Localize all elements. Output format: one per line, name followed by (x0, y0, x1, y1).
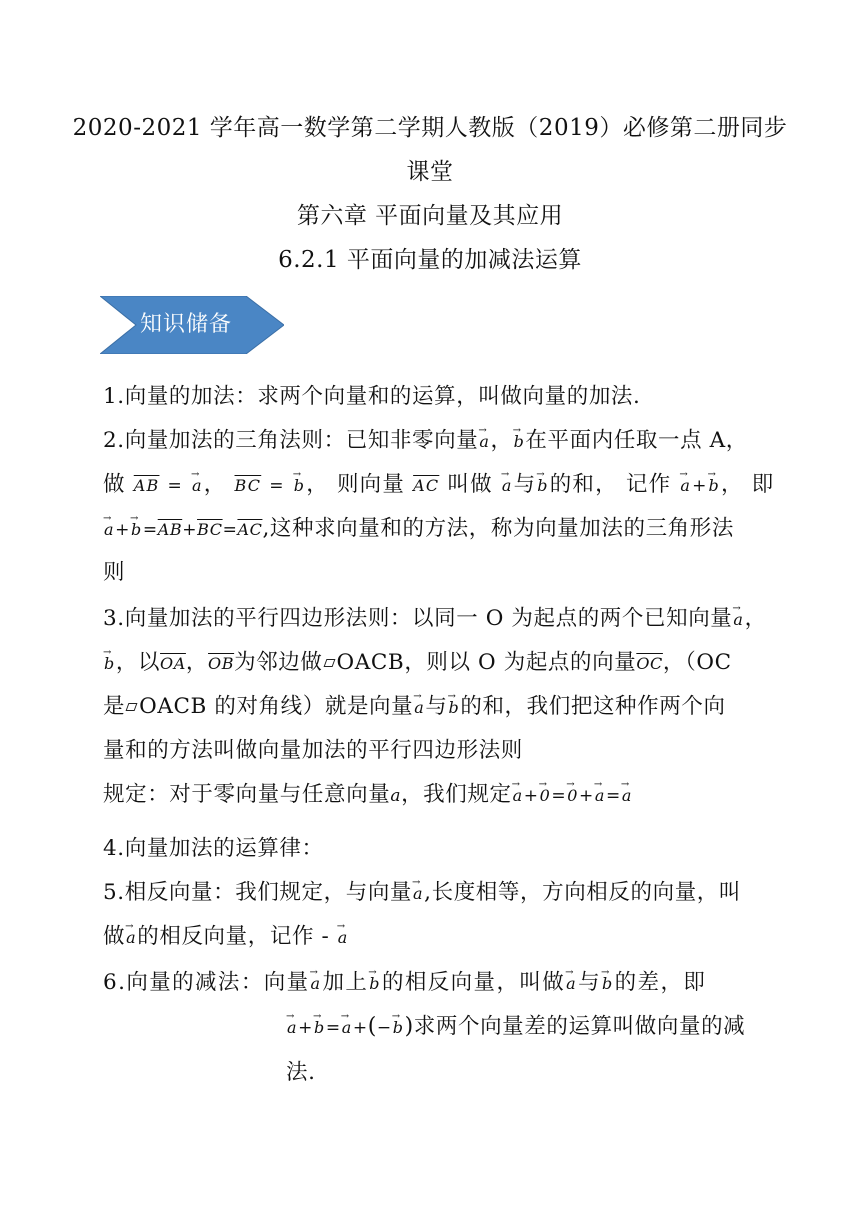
vector-BC: $\overline{BC}$ (234, 476, 262, 495)
symbol-a: a (390, 786, 402, 806)
comma: ， (185, 650, 209, 675)
item-5-line-1 (103, 878, 741, 909)
document-title-line2: 课堂 (406, 159, 454, 185)
vector-a: → a (103, 515, 115, 545)
plus: + (523, 786, 539, 806)
item-2-text-and: 与 (513, 472, 537, 497)
vector-b: → b (448, 693, 461, 723)
vector-b: → b (708, 471, 721, 501)
vector-a: → a (512, 781, 524, 811)
item-5-line-2 (103, 922, 349, 953)
equals: = (222, 520, 238, 540)
minus: − (376, 1018, 392, 1038)
plus: + (115, 520, 130, 540)
item-3-text-sum: 的和，我们把这种作两个向 (460, 694, 726, 719)
comma: ， (306, 472, 329, 497)
item-6-text-and: 与 (578, 970, 601, 995)
item-3-text-is: 是 (103, 694, 126, 719)
parallelogram-icon (126, 703, 138, 711)
item-3-text-diagonal: OACB 的对角线）就是向量 (139, 694, 414, 719)
vector-AC: $\overline{AC}$ (237, 520, 263, 539)
vector-a: → a (565, 969, 578, 999)
vector-a: → a (341, 1013, 353, 1043)
item-3-line-3 (103, 692, 726, 723)
item-2-text-a: 2.向量加法的三角法则：已知非零向量 (103, 428, 479, 453)
section-heading: 6.2.1 平面向量的加减法运算 (278, 247, 582, 273)
item-3-line-2 (103, 648, 732, 679)
document-title-line1: 2020-2021 学年高一数学第二学期人教版（2019）必修第二册同步 (72, 115, 788, 141)
item-2-line-3 (103, 514, 734, 545)
vector-a: → a (412, 879, 424, 909)
item-2-text-method: ,这种求向量和的方法，称为向量加法的三角形法 (262, 516, 734, 541)
comma: ， (490, 428, 513, 453)
comma: ， (744, 606, 767, 631)
vector-a: → a (337, 923, 349, 953)
equals: = (167, 476, 183, 496)
equals: = (142, 520, 158, 540)
item-2-line-1 (103, 426, 748, 457)
equals: = (551, 786, 567, 806)
plus: + (182, 520, 198, 540)
item-1: 1.向量的加法：求两个向量和的运算，叫做向量的加法. (103, 384, 641, 409)
item-6-text-plus: 加上 (322, 970, 369, 995)
chapter-heading: 第六章 平面向量及其应用 (296, 203, 564, 229)
item-2-text-then: 则向量 (336, 472, 406, 497)
item-3-line-1 (103, 604, 767, 635)
vector-a: → a (191, 471, 204, 501)
vector-a: → a (679, 471, 692, 501)
vector-a: → a (310, 969, 323, 999)
item-6-text-subtraction: 求两个向量差的运算叫做向量的减 (413, 1014, 746, 1039)
item-3-text-a: 3.向量加法的平行四边形法则：以同一 O 为起点的两个已知向量 (103, 606, 733, 631)
vector-b: → b (293, 471, 306, 501)
vector-a: → a (478, 427, 490, 457)
item-6-text-opposite: 的相反向量，叫做 (381, 970, 566, 995)
vector-OB: $\overline{OB}$ (208, 654, 235, 673)
item-2-text-ie: ， 即 (720, 472, 775, 497)
item-6-text-a: 6.向量的减法：向量 (103, 970, 310, 995)
item-5-text-a: 5.相反向量：我们规定，与向量 (103, 880, 413, 905)
item-2-line-4: 则 (103, 560, 126, 585)
vector-b: → b (536, 471, 549, 501)
vector-b: → b (392, 1013, 405, 1043)
vector-OC: $\overline{OC}$ (636, 654, 663, 673)
item-2-text-zuo: 做 (103, 472, 126, 497)
vector-a: → a (125, 923, 137, 953)
vector-b: → b (513, 427, 526, 457)
item-2-line-2 (103, 470, 774, 501)
vector-a: → a (286, 1013, 298, 1043)
badge-label: 知识储备 (140, 312, 233, 337)
item-2-text-called: 叫做 (447, 472, 493, 497)
plus: + (579, 786, 594, 806)
vector-AC: $\overline{AC}$ (413, 476, 440, 495)
vector-b: → b (368, 969, 382, 999)
plus: + (298, 1018, 313, 1038)
vector-b: → b (313, 1013, 326, 1043)
item-3-text-oacb: OACB，则以 O 为起点的向量 (336, 650, 637, 675)
item-6-text-diff: 的差，即 (614, 970, 707, 995)
equals: = (606, 786, 621, 806)
vector-AB: $\overline{AB}$ (133, 476, 160, 495)
item-3-text-with: ，以 (115, 650, 161, 675)
vector-AB: $\overline{AB}$ (157, 520, 183, 539)
item-4: 4.向量加法的运算律： (103, 836, 324, 861)
vector-a: → a (413, 693, 425, 723)
item-2-text-b: 在平面内任取一点 A， (525, 428, 748, 453)
item-5-text-zuo: 做 (103, 924, 126, 949)
vector-b: → b (130, 515, 143, 545)
item-3-text-sides: 为邻边做 (234, 650, 323, 675)
rule-text-a: 规定：对于零向量与任意向量 (103, 782, 391, 807)
equals: = (269, 476, 285, 496)
vector-zero: → 0 (539, 781, 552, 811)
rule-text-b: ，我们规定 (401, 782, 512, 807)
item-3-text-and: 与 (425, 694, 448, 719)
vector-b: → b (103, 649, 116, 679)
parallelogram-icon (323, 659, 335, 667)
vector-a: → a (501, 471, 514, 501)
plus: + (352, 1018, 368, 1038)
comma: ， (203, 472, 227, 497)
zero-vector-rule (103, 780, 633, 811)
item-5-text-b: ,长度相等，方向相反的向量，叫 (424, 880, 741, 905)
item-5-text-opposite: 的相反向量，记作 - (137, 924, 330, 949)
vector-zero: → 0 (566, 781, 579, 811)
item-2-text-sum: 的和， 记作 (549, 472, 672, 497)
vector-OA: $\overline{OA}$ (160, 654, 186, 673)
plus: + (692, 476, 708, 496)
vector-a: → a (621, 781, 633, 811)
item-6-line-2: → a+→ b=→ a+(−→ b)求两个向量差的运算叫做向量的减 (286, 1012, 745, 1043)
item-3-text-oc: ，（OC (662, 650, 732, 675)
item-3-line-4: 量和的方法叫做向量加法的平行四边形法则 (103, 738, 523, 763)
vector-a: → a (732, 605, 744, 635)
vector-BC: $\overline{BC}$ (197, 520, 223, 539)
item-6-line-1 (103, 968, 706, 999)
equals: = (325, 1018, 341, 1038)
vector-b: → b (601, 969, 615, 999)
item-6-line-3: 法. (286, 1060, 316, 1085)
vector-a: → a (594, 781, 606, 811)
